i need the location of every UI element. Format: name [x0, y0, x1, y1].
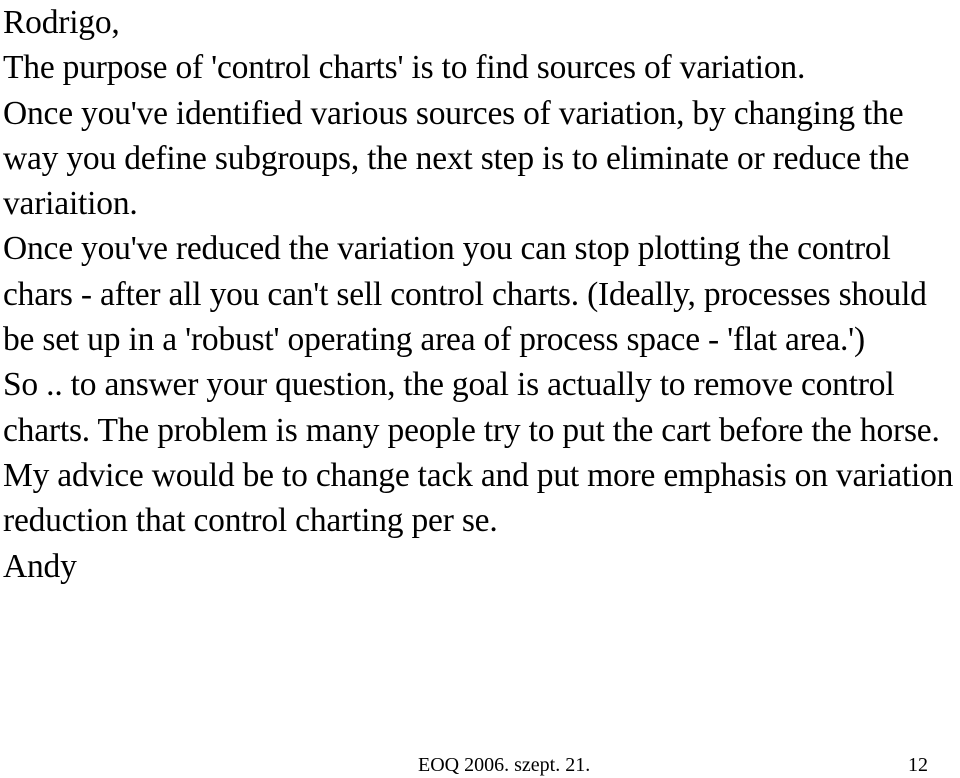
paragraph-sources: Once you've identified various sources of variation, by changing the way you define subgroups, the next step is to eliminate or reduce the variaition. [3, 94, 910, 223]
signature: Andy [3, 547, 77, 585]
page-number: 12 [908, 754, 928, 776]
paragraph-purpose: The purpose of 'control charts' is to find sources of variation. [3, 49, 806, 87]
greeting: Rodrigo, [3, 4, 120, 41]
letter-body [3, 0, 958, 589]
paragraph-advice: My advice would be to change tack and put more emphasis on variation reduction that control charting per se. [3, 456, 954, 540]
footer-date: EOQ 2006. szept. 21. [418, 754, 591, 776]
paragraph-reduced: Once you've reduced the variation you can stop plotting the control chars - after all you can't sell control charts. (Ideally, processes should be set up in a 'robust' operating area of process space - 'flat area.') [3, 230, 927, 359]
paragraph-answer: So .. to answer your question, the goal is actually to remove control charts. The problem is many people try to put the cart before the horse. [3, 366, 940, 449]
